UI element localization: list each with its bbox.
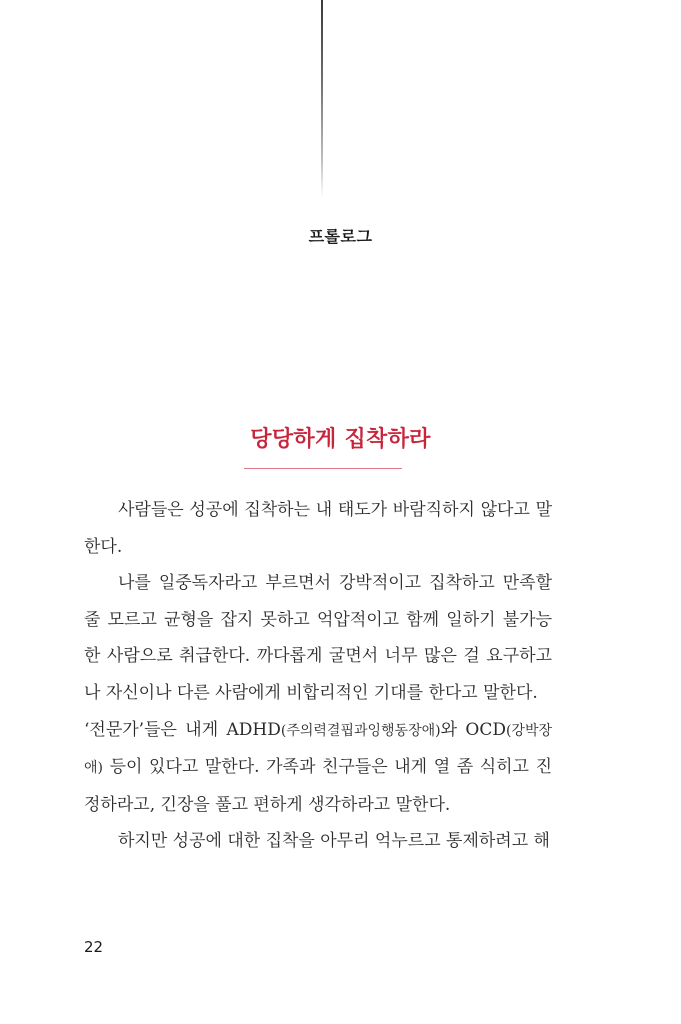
chapter-title: 당당하게 집착하라 — [250, 427, 431, 452]
adhd-note: (주의력결핍과잉행동장애) — [280, 722, 441, 739]
ocd-text: 와 OCD — [440, 719, 506, 740]
decorative-vertical-rule — [321, 0, 323, 198]
title-underline — [244, 468, 402, 469]
ocd-note: (강박장애) — [84, 722, 552, 777]
experts-text: ‘전문가’들은 내게 ADHD — [84, 719, 281, 740]
paragraph-3: 하지만 성공에 대한 집착을 아무리 억누르고 통제하려고 해 — [118, 831, 550, 852]
page-number: 22 — [84, 938, 104, 956]
paragraph-1: 사람들은 성공에 집착하는 내 태도가 바람직하지 않다고 말한다. — [84, 500, 552, 557]
paragraph-2: 나를 일중독자라고 부르면서 강박적이고 집착하고 만족할 줄 모르고 균형을 잡지 못하고 억압적이고 함께 일하기 불가능한 사람으로 취급한다. 까다롭게 굴면서 너무 많은 걸 요구하고 나 자신이나 다른 사람에게 비합리적인 기대를 한다고 말한다. — [84, 573, 552, 703]
body-text — [84, 492, 552, 860]
family-text: 등이 있다고 말한다. 가족과 친구들은 내게 열 좀 식히고 진정하라고, 긴장을 풀고 편하게 생각하라고 말한다. — [84, 757, 552, 815]
paragraph-2-continued — [84, 712, 552, 824]
section-label: 프롤로그 — [308, 227, 373, 246]
